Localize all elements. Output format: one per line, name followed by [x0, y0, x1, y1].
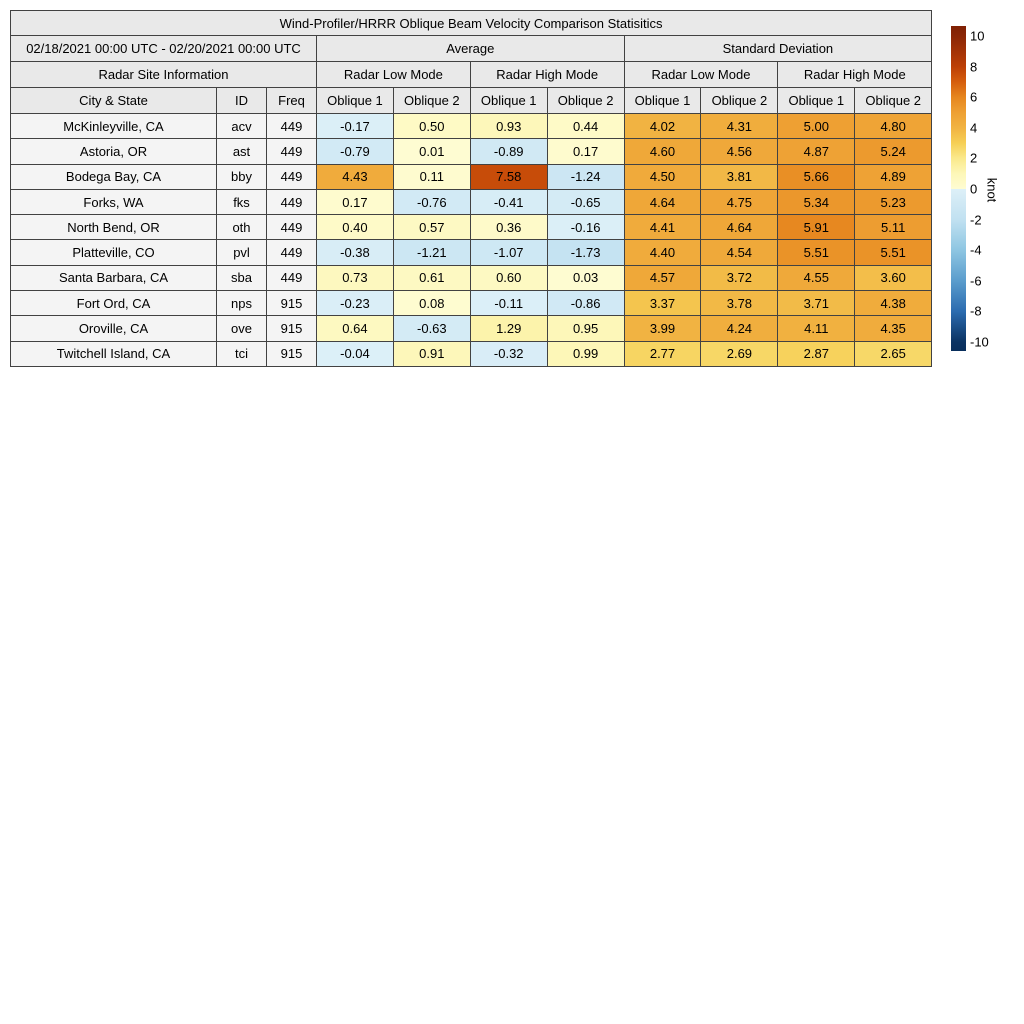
- value-cell: 3.72: [701, 265, 778, 290]
- value-cell: 0.11: [393, 164, 470, 189]
- value-cell: 0.17: [547, 139, 624, 164]
- column-header: ID: [217, 88, 267, 114]
- table-row: [11, 114, 932, 139]
- colorbar-tick-label: 6: [970, 89, 978, 105]
- site-id-cell: ast: [217, 139, 267, 164]
- value-cell: 2.77: [624, 341, 701, 366]
- value-cell: -0.16: [547, 215, 624, 240]
- table-title: Wind-Profiler/HRRR Oblique Beam Velocity Comparison Statisitics: [11, 11, 932, 36]
- value-cell: 4.56: [701, 139, 778, 164]
- value-cell: 0.61: [393, 265, 470, 290]
- value-cell: 0.44: [547, 114, 624, 139]
- value-cell: 4.41: [624, 215, 701, 240]
- freq-cell: 915: [267, 316, 317, 341]
- value-cell: -0.04: [317, 341, 394, 366]
- freq-cell: 449: [267, 189, 317, 214]
- colorbar-tick-label: 4: [970, 120, 978, 136]
- value-cell: 4.11: [778, 316, 855, 341]
- value-cell: -0.23: [317, 291, 394, 316]
- site-info-header: Radar Site Information: [11, 62, 317, 88]
- value-cell: 4.57: [624, 265, 701, 290]
- value-cell: 0.64: [317, 316, 394, 341]
- table-row: [11, 291, 932, 316]
- value-cell: 4.24: [701, 316, 778, 341]
- freq-cell: 915: [267, 341, 317, 366]
- value-cell: -0.63: [393, 316, 470, 341]
- colorbar-tick-label: -8: [970, 303, 982, 319]
- value-cell: 1.29: [470, 316, 547, 341]
- freq-cell: 449: [267, 114, 317, 139]
- value-cell: 5.23: [855, 189, 932, 214]
- std-high-mode-header: Radar High Mode: [778, 62, 932, 88]
- column-header: City & State: [11, 88, 217, 114]
- value-cell: 2.87: [778, 341, 855, 366]
- value-cell: 4.64: [624, 189, 701, 214]
- column-header: Oblique 1: [317, 88, 394, 114]
- table-row: [11, 164, 932, 189]
- table-row: [11, 316, 932, 341]
- value-cell: 4.50: [624, 164, 701, 189]
- colorbar-tick-label: 2: [970, 150, 978, 166]
- site-id-cell: pvl: [217, 240, 267, 265]
- value-cell: 4.60: [624, 139, 701, 164]
- average-group-header: Average: [317, 36, 625, 62]
- value-cell: 5.00: [778, 114, 855, 139]
- city-cell: North Bend, OR: [11, 215, 217, 240]
- value-cell: 5.91: [778, 215, 855, 240]
- table-row: [11, 341, 932, 366]
- table-row: [11, 139, 932, 164]
- value-cell: 0.17: [317, 189, 394, 214]
- table-row: [11, 240, 932, 265]
- value-cell: -0.86: [547, 291, 624, 316]
- colorbar-tick-label: -6: [970, 273, 982, 289]
- column-header: Oblique 2: [701, 88, 778, 114]
- column-header: Oblique 1: [470, 88, 547, 114]
- value-cell: -0.76: [393, 189, 470, 214]
- value-cell: 2.69: [701, 341, 778, 366]
- value-cell: 3.60: [855, 265, 932, 290]
- value-cell: 0.03: [547, 265, 624, 290]
- avg-high-mode-header: Radar High Mode: [470, 62, 624, 88]
- value-cell: 2.65: [855, 341, 932, 366]
- colorbar-tick-label: 0: [970, 181, 978, 197]
- value-cell: -0.89: [470, 139, 547, 164]
- column-header-row: [11, 88, 932, 114]
- group-header-row: [11, 36, 932, 62]
- value-cell: 4.35: [855, 316, 932, 341]
- value-cell: 5.66: [778, 164, 855, 189]
- value-cell: 4.64: [701, 215, 778, 240]
- freq-cell: 449: [267, 164, 317, 189]
- std-dev-group-header: Standard Deviation: [624, 36, 932, 62]
- value-cell: 0.93: [470, 114, 547, 139]
- value-cell: 7.58: [470, 164, 547, 189]
- value-cell: 3.81: [701, 164, 778, 189]
- value-cell: 0.40: [317, 215, 394, 240]
- value-cell: 4.80: [855, 114, 932, 139]
- city-cell: Forks, WA: [11, 189, 217, 214]
- value-cell: 5.51: [855, 240, 932, 265]
- value-cell: -0.38: [317, 240, 394, 265]
- value-cell: 3.99: [624, 316, 701, 341]
- value-cell: -1.21: [393, 240, 470, 265]
- value-cell: 3.78: [701, 291, 778, 316]
- value-cell: 4.75: [701, 189, 778, 214]
- table-row: [11, 265, 932, 290]
- freq-cell: 449: [267, 139, 317, 164]
- column-header: Oblique 2: [855, 88, 932, 114]
- colorbar-tick-label: -2: [970, 212, 982, 227]
- value-cell: 4.02: [624, 114, 701, 139]
- value-cell: 5.11: [855, 215, 932, 240]
- city-cell: Platteville, CO: [11, 240, 217, 265]
- value-cell: 0.91: [393, 341, 470, 366]
- value-cell: 0.73: [317, 265, 394, 290]
- colorbar-tick-label: 10: [970, 28, 985, 44]
- city-cell: Astoria, OR: [11, 139, 217, 164]
- stats-table: [10, 10, 932, 367]
- value-cell: -1.73: [547, 240, 624, 265]
- freq-cell: 915: [267, 291, 317, 316]
- value-cell: 0.36: [470, 215, 547, 240]
- column-header: Oblique 2: [547, 88, 624, 114]
- value-cell: 4.87: [778, 139, 855, 164]
- city-cell: Fort Ord, CA: [11, 291, 217, 316]
- city-cell: Santa Barbara, CA: [11, 265, 217, 290]
- mode-header-row: [11, 62, 932, 88]
- value-cell: 4.40: [624, 240, 701, 265]
- site-id-cell: fks: [217, 189, 267, 214]
- value-cell: -0.65: [547, 189, 624, 214]
- value-cell: 5.51: [778, 240, 855, 265]
- table-row: [11, 215, 932, 240]
- column-header: Oblique 1: [624, 88, 701, 114]
- value-cell: 4.43: [317, 164, 394, 189]
- value-cell: 3.71: [778, 291, 855, 316]
- value-cell: 4.54: [701, 240, 778, 265]
- table-row: [11, 189, 932, 214]
- freq-cell: 449: [267, 215, 317, 240]
- value-cell: 0.01: [393, 139, 470, 164]
- colorbar-tick-label: 8: [970, 59, 978, 74]
- site-id-cell: nps: [217, 291, 267, 316]
- value-cell: 5.24: [855, 139, 932, 164]
- avg-low-mode-header: Radar Low Mode: [317, 62, 471, 88]
- date-range-cell: 02/18/2021 00:00 UTC - 02/20/2021 00:00 UTC: [11, 36, 317, 62]
- freq-cell: 449: [267, 265, 317, 290]
- city-cell: Oroville, CA: [11, 316, 217, 341]
- value-cell: 4.38: [855, 291, 932, 316]
- value-cell: -1.24: [547, 164, 624, 189]
- title-row: [11, 11, 932, 36]
- value-cell: -0.17: [317, 114, 394, 139]
- column-header: Oblique 1: [778, 88, 855, 114]
- value-cell: 0.57: [393, 215, 470, 240]
- value-cell: 0.50: [393, 114, 470, 139]
- value-cell: 0.99: [547, 341, 624, 366]
- value-cell: 0.60: [470, 265, 547, 290]
- colorbar-gradient: [951, 26, 966, 351]
- site-id-cell: sba: [217, 265, 267, 290]
- value-cell: 4.31: [701, 114, 778, 139]
- value-cell: 0.95: [547, 316, 624, 341]
- value-cell: 0.08: [393, 291, 470, 316]
- value-cell: -0.11: [470, 291, 547, 316]
- site-id-cell: ove: [217, 316, 267, 341]
- colorbar-unit-label: knot: [984, 177, 1000, 203]
- value-cell: 4.89: [855, 164, 932, 189]
- std-low-mode-header: Radar Low Mode: [624, 62, 778, 88]
- value-cell: 3.37: [624, 291, 701, 316]
- value-cell: 5.34: [778, 189, 855, 214]
- value-cell: -1.07: [470, 240, 547, 265]
- city-cell: McKinleyville, CA: [11, 114, 217, 139]
- site-id-cell: oth: [217, 215, 267, 240]
- value-cell: -0.41: [470, 189, 547, 214]
- value-cell: -0.79: [317, 139, 394, 164]
- value-cell: -0.32: [470, 341, 547, 366]
- colorbar-tick-label: -4: [970, 242, 982, 258]
- column-header: Oblique 2: [393, 88, 470, 114]
- city-cell: Bodega Bay, CA: [11, 164, 217, 189]
- colorbar-tick-label: -10: [970, 334, 989, 350]
- city-cell: Twitchell Island, CA: [11, 341, 217, 366]
- site-id-cell: tci: [217, 341, 267, 366]
- site-id-cell: bby: [217, 164, 267, 189]
- column-header: Freq: [267, 88, 317, 114]
- value-cell: 4.55: [778, 265, 855, 290]
- freq-cell: 449: [267, 240, 317, 265]
- site-id-cell: acv: [217, 114, 267, 139]
